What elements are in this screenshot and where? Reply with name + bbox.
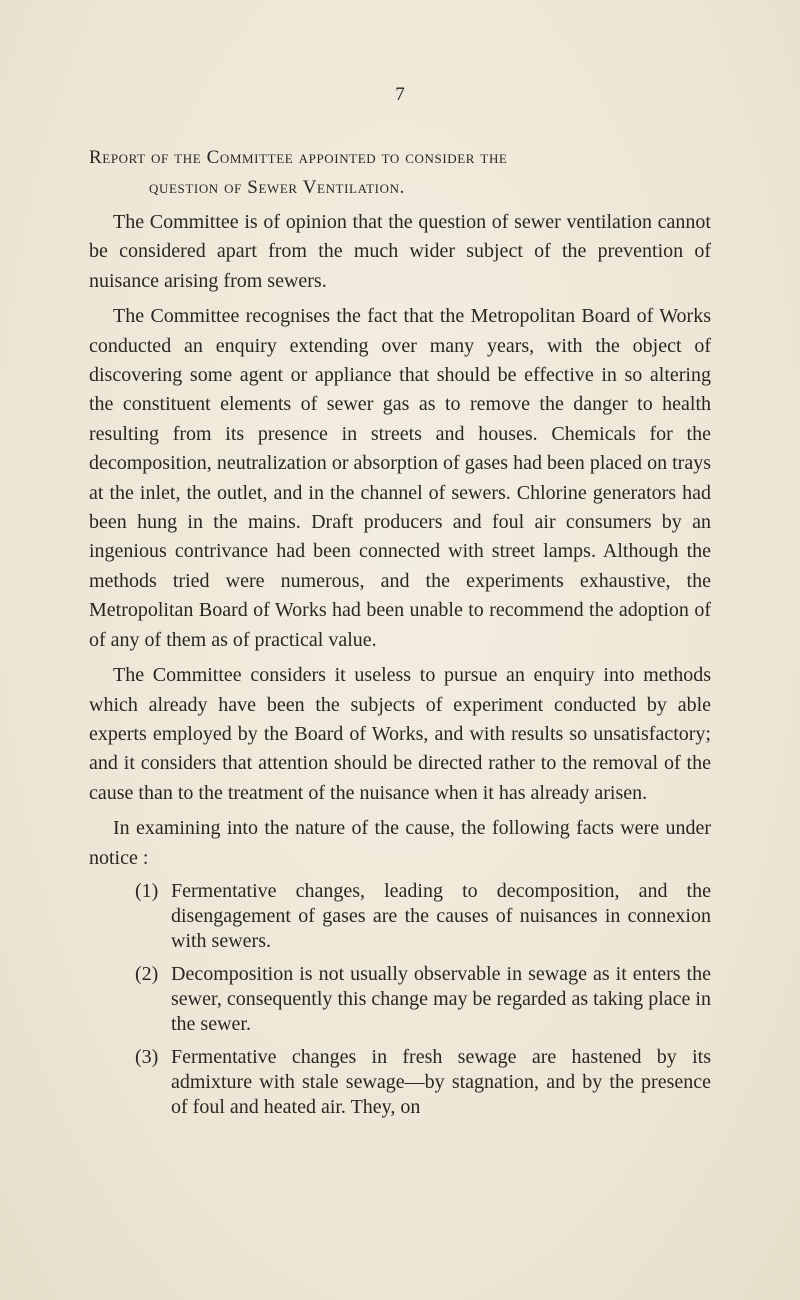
page-number: 7 xyxy=(395,84,405,105)
report-body xyxy=(89,208,711,1128)
list-item-text: Fermentative changes, leading to decomposition, and the disengagement of gases are the causes of nuisances in connexion with sewers. xyxy=(171,879,711,952)
list-item-text: Decomposition is not usually observable in sewage as it enters the sewer, consequently this change may be regarded as taking place in the sewer. xyxy=(171,962,711,1035)
paragraph: The Committee recognises the fact that the Metropolitan Board of Works conducted an enquiry extending over many years, with the object of discovering some agent or appliance that should be effective in so altering the constituent elements of sewer gas as to remove the danger to health resulting from its presence in streets and houses. Chemicals for the decomposition, neutralization or absorption of gases had been placed on trays at the inlet, the outlet, and in the channel of sewers. Chlorine generators had been hung in the mains. Draft producers and foul air consumers by an ingenious contrivance had been connected with street lamps. Although the methods tried were numerous, and the experiments exhaustive, the Metropolitan Board of Works had been unable to recommend the adoption of of any of them as of practical value. xyxy=(89,305,711,651)
list-item-number: (2) xyxy=(135,962,159,985)
list-item xyxy=(89,962,711,1037)
report-heading xyxy=(89,143,729,203)
facts-list xyxy=(89,879,711,1120)
paragraph: In examining into the nature of the cause, the following facts were under notice : xyxy=(89,817,711,869)
list-item xyxy=(89,879,711,954)
heading-line-1: Report of the Committee appointed to consider the xyxy=(89,147,508,168)
paragraph: The Committee considers it useless to pursue an enquiry into methods which already have been the subjects of experiment conducted by able experts employed by the Board of Works, and with results so unsatisfactory; and it considers that attention should be directed rather to the removal of the cause than to the treatment of the nuisance when it has already arisen. xyxy=(89,664,711,804)
heading-line-2: question of Sewer Ventilation. xyxy=(149,177,405,198)
list-item-number: (3) xyxy=(135,1045,159,1068)
list-item xyxy=(89,1045,711,1120)
list-item-number: (1) xyxy=(135,879,159,902)
paragraph: The Committee is of opinion that the question of sewer ventilation cannot be considered apart from the much wider subject of the prevention of nuisance arising from sewers. xyxy=(89,211,711,292)
list-item-text: Fermentative changes in fresh sewage are hastened by its admixture with stale sewage—by stagnation, and by the presence of foul and heated air. They, on xyxy=(171,1045,711,1118)
